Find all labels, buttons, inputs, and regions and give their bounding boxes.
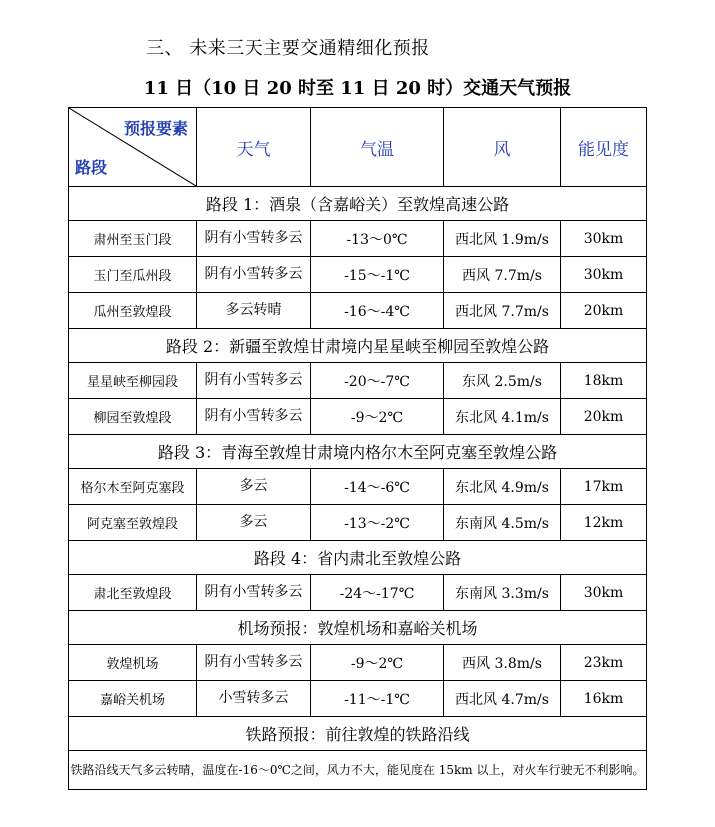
table-row	[69, 257, 647, 293]
visibility-cell: 30km	[561, 575, 647, 611]
rail-header-row	[69, 717, 647, 751]
visibility-cell: 18km	[561, 363, 647, 399]
forecast-subtitle: 11 日（10 日 20 时至 11 日 20 时）交通天气预报	[143, 78, 572, 99]
header-weather: 天气	[197, 108, 311, 187]
wind-cell: 东北风 4.1m/s	[444, 399, 561, 435]
table-row	[69, 575, 647, 611]
route-header-row	[69, 187, 647, 221]
table-row	[69, 505, 647, 541]
temperature-cell: -13～0℃	[311, 221, 444, 257]
temperature-cell: -9～2℃	[311, 399, 444, 435]
segment-cell: 星星峡至柳园段	[69, 363, 197, 399]
temperature-cell: -9～2℃	[311, 645, 444, 681]
temperature-cell: -15～-1℃	[311, 257, 444, 293]
header-temperature: 气温	[311, 108, 444, 187]
wind-cell: 西风 7.7m/s	[444, 257, 561, 293]
segment-cell: 格尔木至阿克塞段	[69, 469, 197, 505]
temperature-cell: -24～-17℃	[311, 575, 444, 611]
visibility-cell: 30km	[561, 221, 647, 257]
wind-cell: 东南风 4.5m/s	[444, 505, 561, 541]
table-row	[69, 681, 647, 717]
wind-cell: 东北风 4.9m/s	[444, 469, 561, 505]
route-title: 机场预报：敦煌机场和嘉峪关机场	[69, 611, 647, 645]
route-header-row	[69, 329, 647, 363]
segment-cell: 玉门至瓜州段	[69, 257, 197, 293]
weather-cell: 阴有小雪转多云	[197, 257, 311, 293]
wind-cell: 东风 2.5m/s	[444, 363, 561, 399]
table-header-row	[69, 108, 647, 187]
table-row	[69, 469, 647, 505]
weather-cell: 多云	[197, 505, 311, 541]
header-forecast-elements: 预报要素	[123, 119, 188, 138]
visibility-cell: 16km	[561, 681, 647, 717]
temperature-cell: -11～-1℃	[311, 681, 444, 717]
weather-cell: 阴有小雪转多云	[197, 399, 311, 435]
table-row	[69, 363, 647, 399]
section-title: 三、 未来三天主要交通精细化预报	[146, 38, 430, 59]
visibility-cell: 30km	[561, 257, 647, 293]
visibility-cell: 20km	[561, 293, 647, 329]
weather-cell: 多云	[197, 469, 311, 505]
visibility-cell: 12km	[561, 505, 647, 541]
visibility-cell: 23km	[561, 645, 647, 681]
segment-cell: 柳园至敦煌段	[69, 399, 197, 435]
visibility-cell: 17km	[561, 469, 647, 505]
temperature-cell: -13～-2℃	[311, 505, 444, 541]
route-header-row	[69, 541, 647, 575]
weather-cell: 阴有小雪转多云	[197, 575, 311, 611]
table-row	[69, 293, 647, 329]
weather-cell: 阴有小雪转多云	[197, 363, 311, 399]
table-body	[69, 187, 647, 790]
header-wind: 风	[444, 108, 561, 187]
route-header-row	[69, 611, 647, 645]
table-row	[69, 221, 647, 257]
route-title: 路段 3：青海至敦煌甘肃境内格尔木至阿克塞至敦煌公路	[69, 435, 647, 469]
route-title: 路段 4：省内肃北至敦煌公路	[69, 541, 647, 575]
table-row	[69, 399, 647, 435]
temperature-cell: -16～-4℃	[311, 293, 444, 329]
visibility-cell: 20km	[561, 399, 647, 435]
wind-cell: 西风 3.8m/s	[444, 645, 561, 681]
segment-cell: 嘉峪关机场	[69, 681, 197, 717]
diagonal-header-cell	[69, 108, 197, 187]
wind-cell: 西北风 1.9m/s	[444, 221, 561, 257]
wind-cell: 西北风 7.7m/s	[444, 293, 561, 329]
forecast-table	[68, 107, 647, 790]
wind-cell: 西北风 4.7m/s	[444, 681, 561, 717]
weather-cell: 阴有小雪转多云	[197, 645, 311, 681]
header-road-section: 路段	[75, 158, 108, 177]
rail-note: 铁路沿线天气多云转晴，温度在-16～0℃之间，风力不大，能见度在 15km 以上，对火车行驶无不利影响。	[69, 751, 647, 790]
route-header-row	[69, 435, 647, 469]
route-title: 路段 2：新疆至敦煌甘肃境内星星峡至柳园至敦煌公路	[69, 329, 647, 363]
temperature-cell: -14～-6℃	[311, 469, 444, 505]
segment-cell: 敦煌机场	[69, 645, 197, 681]
weather-cell: 阴有小雪转多云	[197, 221, 311, 257]
weather-cell: 多云转晴	[197, 293, 311, 329]
segment-cell: 肃北至敦煌段	[69, 575, 197, 611]
segment-cell: 阿克塞至敦煌段	[69, 505, 197, 541]
segment-cell: 瓜州至敦煌段	[69, 293, 197, 329]
wind-cell: 东南风 3.3m/s	[444, 575, 561, 611]
rail-title: 铁路预报：前往敦煌的铁路沿线	[69, 717, 647, 751]
route-title: 路段 1：酒泉（含嘉峪关）至敦煌高速公路	[69, 187, 647, 221]
header-visibility: 能见度	[561, 108, 647, 187]
rail-note-row	[69, 751, 647, 790]
table-row	[69, 645, 647, 681]
weather-cell: 小雪转多云	[197, 681, 311, 717]
segment-cell: 肃州至玉门段	[69, 221, 197, 257]
temperature-cell: -20～-7℃	[311, 363, 444, 399]
